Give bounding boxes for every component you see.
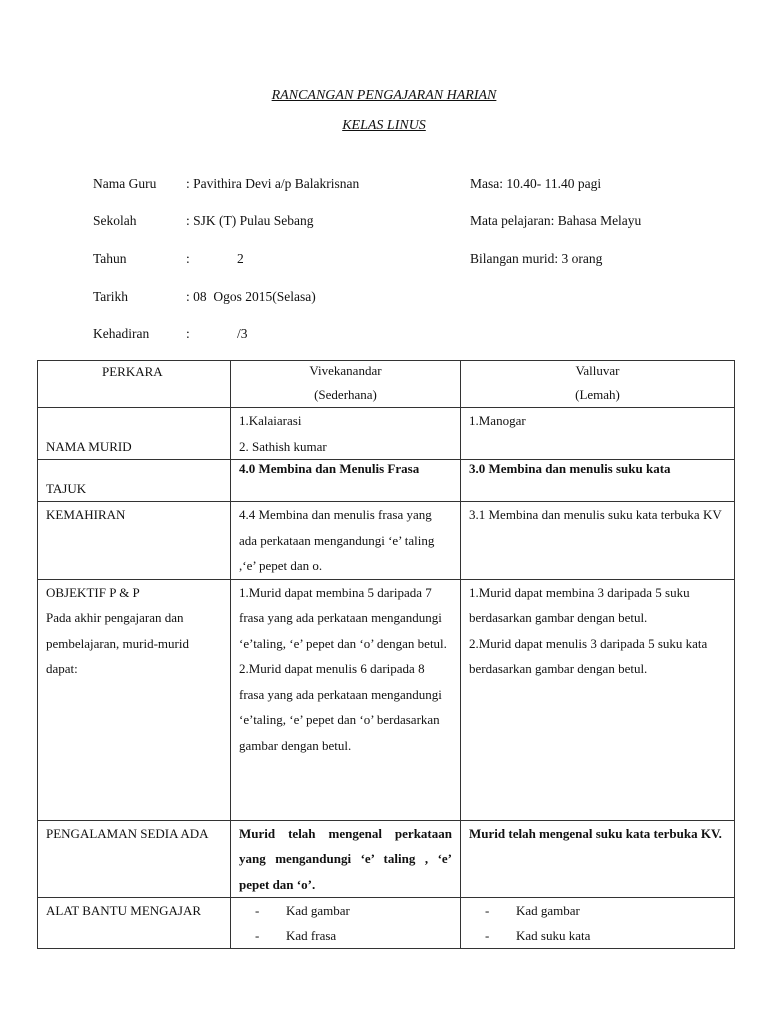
teaching-aids-list bbox=[469, 898, 726, 948]
nama-guru-value: : Pavithira Devi a/p Balakrisnan bbox=[186, 176, 360, 191]
bilangan-murid-text: Bilangan murid: 3 orang bbox=[470, 251, 603, 266]
masa-text: Masa: 10.40- 11.40 pagi bbox=[470, 176, 602, 191]
vivekanandar-name: Vivekanandar bbox=[309, 363, 382, 378]
teaching-aids-list bbox=[239, 898, 452, 948]
table-header-row bbox=[38, 361, 735, 408]
kemahiran-col1: 4.4 Membina dan menulis frasa yang ada perkataan mengandungi ‘e’ taling ,‘e’ pepet dan o. bbox=[231, 502, 461, 580]
table-row bbox=[38, 820, 735, 898]
kehadiran-label: Kehadiran bbox=[93, 326, 150, 341]
nama-murid-col1 bbox=[231, 408, 461, 460]
sekolah-label: Sekolah bbox=[93, 213, 137, 228]
nama-guru-label: Nama Guru bbox=[93, 176, 157, 191]
objektif-col2: 1.Murid dapat membina 3 daripada 5 suku berdasarkan gambar dengan betul. 2.Murid dapat menulis 3 daripada 5 suku kata berdasarkan gambar dengan betul. bbox=[461, 579, 735, 820]
kemahiran-label: KEMAHIRAN bbox=[38, 502, 231, 580]
alat-bantu-label: ALAT BANTU MENGAJAR bbox=[38, 898, 231, 949]
valluvar-level: (Lemah) bbox=[575, 387, 620, 402]
pengalaman-col1: Murid telah mengenal perkataan yang mengandungi ‘e’ taling , ‘e’ pepet dan ‘o’. bbox=[231, 820, 461, 898]
table-row bbox=[38, 898, 735, 949]
tarikh-value: : 08 Ogos 2015(Selasa) bbox=[186, 289, 316, 304]
mata-pelajaran-text: Mata pelajaran: Bahasa Melayu bbox=[470, 213, 642, 228]
pengalaman-col2: Murid telah mengenal suku kata terbuka KV. bbox=[461, 820, 735, 898]
sekolah-value: : SJK (T) Pulau Sebang bbox=[186, 213, 314, 228]
document-title: RANCANGAN PENGAJARAN HARIAN bbox=[271, 88, 497, 103]
list-item: - Kad gambar bbox=[469, 898, 726, 923]
table-row bbox=[38, 502, 735, 580]
student-name: 1.Manogar bbox=[469, 413, 526, 428]
nama-murid-label: NAMA MURID bbox=[38, 408, 231, 460]
list-item: - Kad frasa bbox=[239, 923, 452, 948]
alat-bantu-col1 bbox=[231, 898, 461, 949]
kehadiran-value: : /3 bbox=[186, 326, 248, 341]
tajuk-col2: 3.0 Membina dan menulis suku kata bbox=[461, 460, 735, 502]
valluvar-name: Valluvar bbox=[575, 363, 620, 378]
tarikh-label: Tarikh bbox=[93, 289, 129, 304]
vivekanandar-level: (Sederhana) bbox=[314, 387, 377, 402]
list-item: - Kad suku kata bbox=[469, 923, 726, 948]
table-row bbox=[38, 408, 735, 460]
perkara-header: PERKARA bbox=[38, 361, 231, 408]
lesson-plan-table bbox=[37, 360, 735, 949]
pengalaman-label: PENGALAMAN SEDIA ADA bbox=[38, 820, 231, 898]
tajuk-col1: 4.0 Membina dan Menulis Frasa bbox=[231, 460, 461, 502]
alat-bantu-col2 bbox=[461, 898, 735, 949]
objektif-col1: 1.Murid dapat membina 5 daripada 7 frasa yang ada perkataan mengandungi ‘e’taling, ‘e’ pepet dan ‘o’ dengan betul. 2.Murid dapat menulis 6 daripada 8 frasa yang ada perkataan mengandungi ‘e’taling, ‘e’ pepet dan ‘o’ berdasarkan gambar dengan betul. bbox=[231, 579, 461, 820]
list-item: - Kad gambar bbox=[239, 898, 452, 923]
document-subtitle: KELAS LINUS bbox=[342, 118, 426, 133]
vivekanandar-header bbox=[231, 361, 461, 408]
table-row bbox=[38, 579, 735, 820]
objektif-label: OBJEKTIF P & P Pada akhir pengajaran dan pembelajaran, murid-murid dapat: bbox=[38, 579, 231, 820]
tahun-value: : 2 bbox=[186, 251, 244, 266]
student-name: 2. Sathish kumar bbox=[239, 438, 327, 454]
student-name: 1.Kalaiarasi bbox=[239, 413, 302, 428]
tajuk-label: TAJUK bbox=[38, 460, 231, 502]
table-row bbox=[38, 460, 735, 502]
valluvar-header bbox=[461, 361, 735, 408]
kemahiran-col2: 3.1 Membina dan menulis suku kata terbuka KV bbox=[461, 502, 735, 580]
nama-murid-col2 bbox=[461, 408, 735, 460]
tahun-label: Tahun bbox=[93, 251, 127, 266]
